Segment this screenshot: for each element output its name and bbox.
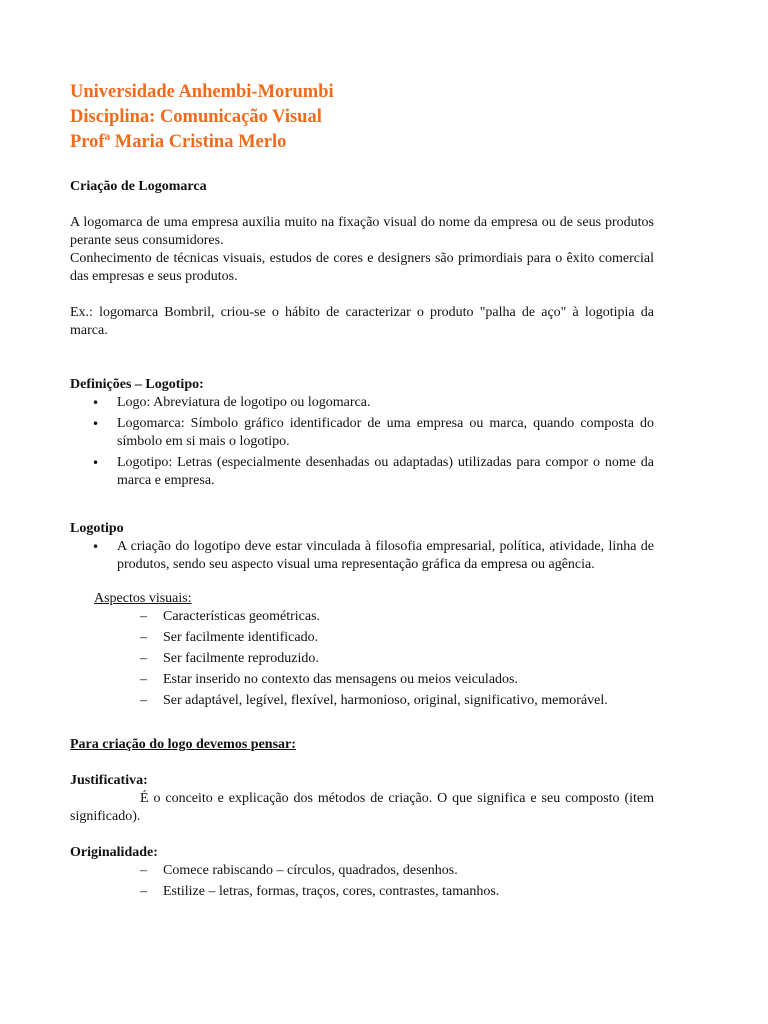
list-item: – Características geométricas. [140, 609, 321, 624]
list-item: – Estar inserido no contexto das mensagens ou meios veiculados. [140, 672, 518, 687]
list-item: – Estilize – letras, formas, traços, cores, contrastes, tamanhos. [140, 884, 500, 899]
dash-icon: – [140, 651, 147, 666]
list-item: – Ser facilmente identificado. [140, 630, 319, 645]
document-header [70, 80, 654, 155]
list-item: – Ser facilmente reproduzido. [140, 651, 319, 666]
logotipo-title: Logotipo [70, 521, 124, 536]
logotipo-list [70, 538, 654, 574]
dash-icon: – [140, 609, 147, 624]
bullet-icon: • [92, 417, 100, 431]
dash-icon: – [140, 863, 147, 878]
professor-name: Profª Maria Cristina Merlo [70, 132, 287, 152]
university-name: Universidade Anhembi-Morumbi [70, 82, 334, 102]
list-item: • Logo: Abreviatura de logotipo ou logomarca. [92, 395, 371, 410]
dash-icon: – [140, 693, 147, 708]
section-title: Criação de Logomarca [70, 179, 207, 194]
intro-paragraph-2: Conhecimento de técnicas visuais, estudos de cores e designers são primordiais para o êxito comercial das empresas e seus produtos. [70, 251, 654, 284]
originalidade-list [70, 862, 654, 901]
justificativa-text: É o conceito e explicação dos métodos de criação. O que significa e seu composto (item significado). [70, 791, 654, 824]
justificativa-title: Justificativa: [70, 773, 148, 788]
dash-icon: – [140, 630, 147, 645]
dash-icon: – [140, 884, 147, 899]
list-item: • A criação do logotipo deve estar vinculada à filosofia empresarial, política, atividade, linha de produtos, sendo seu aspecto visual uma representação gráfica da empresa ou agência. [92, 539, 654, 572]
aspects-list [70, 608, 654, 710]
list-item: – Comece rabiscando – círculos, quadrados, desenhos. [140, 863, 458, 878]
definitions-list [70, 394, 654, 490]
list-item: • Logomarca: Símbolo gráfico identificador de uma empresa ou marca, quando composta do símbolo em si mais o logotipo. [92, 416, 654, 449]
aspects-title: Aspectos visuais: [94, 591, 192, 606]
list-item: – Ser adaptável, legível, flexível, harmonioso, original, significativo, memorável. [140, 693, 608, 708]
originalidade-title: Originalidade: [70, 845, 158, 860]
thinking-title: Para criação do logo devemos pensar: [70, 737, 296, 752]
definitions-title: Definições – Logotipo: [70, 377, 204, 392]
course-discipline: Disciplina: Comunicação Visual [70, 107, 322, 127]
bullet-icon: • [92, 456, 100, 470]
intro-paragraph-3: Ex.: logomarca Bombril, criou-se o hábito de caracterizar o produto "palha de aço" à logotipia da marca. [70, 305, 654, 338]
list-item: • Logotipo: Letras (especialmente desenhadas ou adaptadas) utilizadas para compor o nome da marca e empresa. [92, 455, 654, 488]
document-page [70, 80, 654, 904]
dash-icon: – [140, 672, 147, 687]
bullet-icon: • [92, 540, 100, 554]
intro-paragraph-1: A logomarca de uma empresa auxilia muito na fixação visual do nome da empresa ou de seus produtos perante seus consumidores. [70, 215, 654, 248]
bullet-icon: • [92, 396, 100, 410]
